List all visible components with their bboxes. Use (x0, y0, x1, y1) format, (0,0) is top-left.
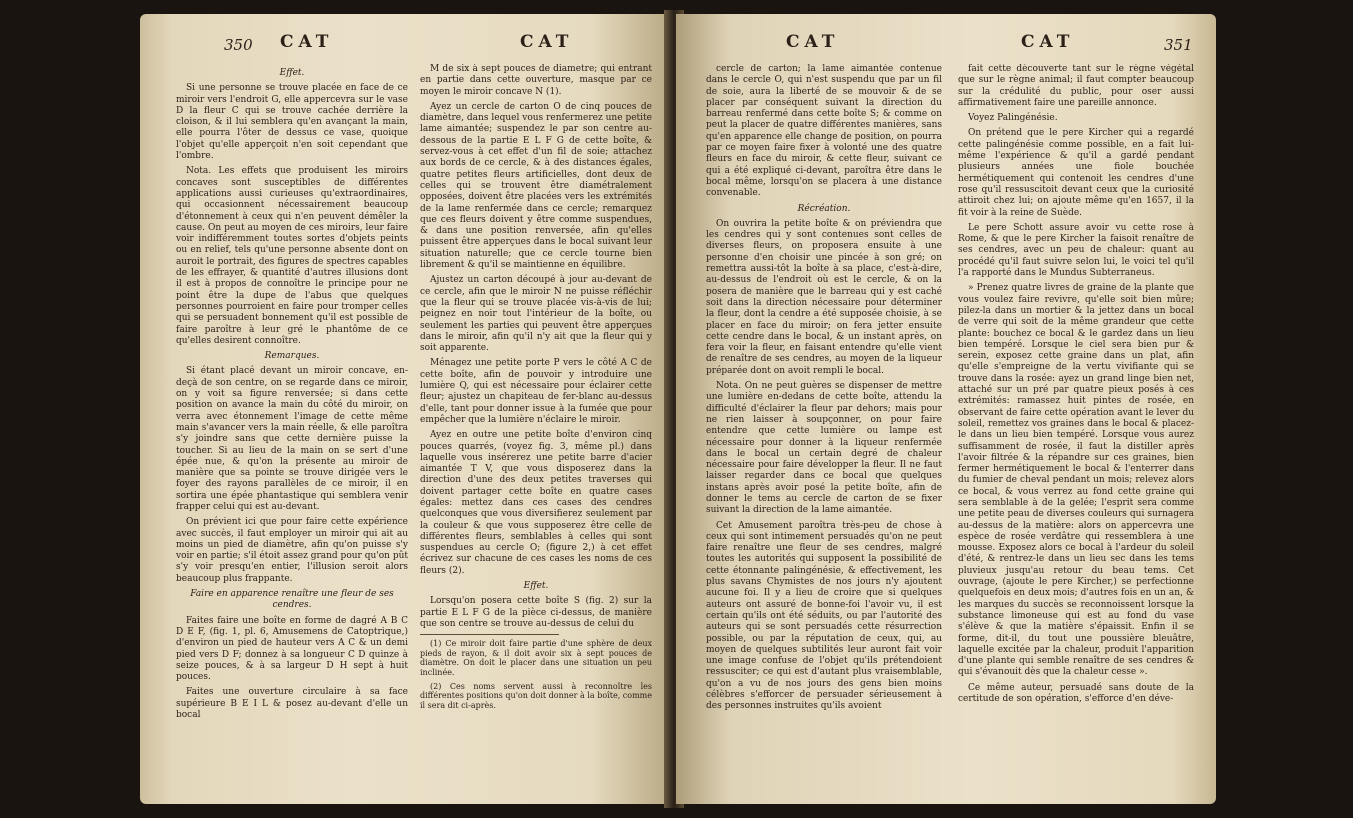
right-column-1 (706, 64, 942, 789)
paragraph: On prévient ici que pour faire cette expérience avec succès, il faut employer un miroir qui ait au moins un pied de diamètre, afin qu'on puisse s'y voir en partie; s'il étoit assez grand pour qu'on pût s'y voir presqu'en entier, l'illusion seroit alors beaucoup plus frappante. (176, 517, 408, 584)
section-heading: Récréation. (797, 203, 851, 214)
section-heading: Faire en apparence renaître une fleur de ses cendres. (190, 589, 394, 611)
paragraph: Cet Amusement paroîtra très-peu de chose à ceux qui sont intimement persuadés qu'on ne peut faire renaître une fleur de ses cendres, malgré toutes les autorités qui supposent la possibilité de cette étonnante palingénésie, & effectivement, les plus savans Chymistes de nos jours n'y ajoutent aucune foi. Il y a lieu de croire que si quelques auteurs ont assuré de bonne-foi l'avoir vu, il est certain qu'ils ont été séduits, ou par l'autorité des auteurs qui se sont persuadés cette résurrection possible, ou par la réputation de ceux, qui, au moyen de quelques subtilités leur auront fait voir une image confuse de l'objet qu'ils prétendoient ressusciter; ce qui est d'autant plus vraisemblable, qu'on a vu de nos jours des gens bien moins célèbres s'efforcer de persuader sérieusement à des personnes instruites qu'ils avoient (706, 520, 942, 712)
paragraph: Lorsqu'on posera cette boîte S (fig. 2) sur la partie E L F G de la pièce ci-dessus, de manière que son centre se trouve au-dessus de celui du (420, 596, 652, 629)
paragraph: Nota. On ne peut guères se dispenser de mettre une lumière en-dedans de cette boîte, attendu la difficulté d'éclairer la fleur par dehors; mais pour ne rien laisser à soupçonner, on pour faire entendre que cette lumière ou lampe est nécessaire pour donner à la liqueur renfermée dans le bocal un certain degré de chaleur nécessaire pour faire développer la fleur. Il ne faut laisser regarder dans ce bocal que quelques instans après avoir posé la petite boîte, afin de donner le tems au cercle de carton de se fixer suivant la direction de la lame aimantée. (706, 381, 942, 516)
paragraph: Ayez en outre une petite boîte d'environ cinq pouces quarrés, (voyez fig. 3, même pl.) dans laquelle vous insérerez une petite barre d'acier aimantée T V, que vous disposerez dans la direction d'une des deux petites traverses qui doivent partager cette boîte en quatre cases égales: mettez dans ces cases des cendres quelconques que vous diversifierez seulement par la couleur & que vous supposerez être celle de différentes fleurs, semblables à celles qui sont suspendues au cercle O; (figure 2,) à cet effet écrivez sur chacune de ces cases les noms de ces fleurs (2). (420, 430, 652, 576)
running-head-left: CAT (786, 32, 840, 52)
left-page (140, 14, 670, 804)
paragraph: Si une personne se trouve placée en face de ce miroir vers l'endroit G, elle appercevra sur le vase D la fleur C qui se trouve cachée derrière la cloison, & il lui semblera qu'en avançant la main, elle pourra l'ôter de dessus ce vase, quoique l'objet qu'elle apperçoit n'en soit cependant que l'ombre. (176, 83, 408, 162)
paragraph: Nota. Les effets que produisent les miroirs concaves sont susceptibles de différentes applications aussi curieuses qu'extraordinaires, qui occasionnent nécessairement beaucoup d'étonnement à ceux qui n'en peuvent démêler la cause. On peut au moyen de ces miroirs, leur faire voir indifféremment toutes sortes d'objets peints ou en relief, tels qu'une personne absente dont on auroit le portrait, des figures de spectres capables de les effrayer, & quantité d'autres illusions dont il est à propos de connoître le principe pour ne point être la dupe de l'abus que quelques personnes pourroient en faire pour tromper celles qui se persuadent bonnement qu'il est possible de faire paroître à leur gré le phantôme de ce qu'elles desirent connoître. (176, 166, 408, 346)
paragraph: On ouvrira la petite boîte & on préviendra que les cendres qui y sont contenues sont celles de diverses fleurs, on proposera ensuite à une personne d'en choisir une pincée à son gré; on remettra aussi-tôt la boîte à sa place, c'est-à-dire, au-dessus de l'endroit où est le cercle, & on la posera de manière que le barreau qui y est caché soit dans la direction nécessaire pour déterminer la fleur, dont la cendre a été supposée choisie, à se placer en face du miroir; on fera jetter ensuite cette cendre dans le bocal, & un instant après, on fera voir la fleur, en faisant entendre qu'elle vient de renaître de ses cendres, au moyen de la liqueur préparée dont on avoit rempli le bocal. (706, 218, 942, 376)
paragraph: Le pere Schott assure avoir vu cette rose à Rome, & que le pere Kircher la faisoit renaître de ses cendres, avec un peu de chaleur: quant au procédé qu'il faut suivre selon lui, le voici tel qu'il l'a rapporté dans le Mundus Subterraneus. (958, 222, 1194, 279)
paragraph: Ajustez un carton découpé à jour au-devant de ce cercle, afin que le miroir N ne puisse réfléchir que la fleur qui se trouve placée vis-à-vis de lui; peignez en noir tout l'intérieur de la boîte, ou seulement les parties qui peuvent être apperçues dans le miroir, afin qu'il n'y ait que la fleur qui y soit apparente. (420, 275, 652, 354)
right-column-2 (958, 64, 1194, 789)
running-head-right: CAT (520, 32, 574, 52)
page-number: 351 (1164, 36, 1193, 54)
paragraph: Ce même auteur, persuadé sans doute de la certitude de son opération, s'efforce d'en déve- (958, 682, 1194, 705)
running-head-left: CAT (280, 32, 334, 52)
paragraph: fait cette découverte tant sur le règne végétal que sur le règne animal; il faut compter beaucoup sur la crédulité du public, pour oser aussi affirmativement faire une pareille annonce. (958, 64, 1194, 108)
footnote: (2) Ces noms servent aussi à reconnoître les différentes positions qu'on doit donner à la boîte, comme il sera dit ci-après. (420, 681, 652, 710)
paragraph: Ménagez une petite porte P vers le côté A C de cette boîte, afin de pouvoir y introduire une lumière Q, qui est nécessaire pour éclairer cette fleur; ajustez un chapiteau de fer-blanc au-dessus d'elle, tant pour donner issue à la fumée que pour empêcher que la lumière n'éclaire le miroir. (420, 358, 652, 425)
paragraph: On prétend que le pere Kircher qui a regardé cette palingénésie comme possible, en a fait lui-même l'expérience & qu'il a gardé pendant plusieurs années une fiole bouchée hermétiquement qui contenoit les cendres d'une rose qu'il ressuscitoit devant ceux que la curiosité attiroit chez lui; on ajoute même qu'en 1657, il la fit voir à la reine de Suède. (958, 128, 1194, 218)
left-column-1 (176, 64, 408, 789)
paragraph: cercle de carton; la lame aimantée contenue dans le cercle O, qui n'est suspendu que par un fil de soie, aura la liberté de se mouvoir & de se placer par conséquent suivant la direction du barreau renfermé dans cette boîte S; & comme on peut la placer de quatre différentes manières, sans qu'en apparence elle change de position, on pourra par ce moyen faire fixer à volonté une des quatre fleurs en face du miroir, & cette fleur, suivant ce qui a été expliqué ci-devant, paroîtra être dans le bocal même, lorsqu'on se placera à une distance convenable. (706, 64, 942, 199)
page-number: 350 (224, 36, 253, 54)
paragraph: » Prenez quatre livres de graine de la plante que vous voulez faire revivre, qu'elle soit bien mûre; pilez-la dans un mortier & la jettez dans un bocal de verre qui soit de la même grandeur que cette plante: bouchez ce bocal & le gardez dans un lieu bien tempéré. Lorsque le ciel sera bien pur & serein, exposez cette graine dans un plat, afin qu'elle s'empreigne de la vertu vivifiante qui se trouve dans la rosée: ayez un grand linge bien net, attaché sur un pré par quatre pieux posés à ces extrémités: ramassez huit pintes de rosée, en observant de faire cette opération avant le lever du soleil, remettez vos graines dans le bocal & placez-le dans un lieu bien tempéré. Lorsque vous aurez suffisamment de rosée, il faut la distiller après l'avoir filtrée & la répandre sur ces graines, bien fermer hermétiquement le bocal & l'enterrer dans du fumier de cheval pendant un mois; relevez alors ce bocal, & vous verrez au fond cette graine qui sera semblable à de la gelée; l'esprit sera comme une petite peau de diverses couleurs qui surnagera au-dessus de la matière: alors on appercevra une espèce de rosée verdâtre qui ressemblera à une mousse. Exposez alors ce bocal à l'ardeur du soleil d'été, & rentrez-le dans un lieu sec dans les tems pluvieux jusqu'au retour du beau tems. Cet ouvrage, (ajoute le pere Kircher,) se perfectionne quelquefois en deux mois; d'autres fois en un an, & les marques du succès se reconnoissent lorsque la substance limoneuse qui est au fond du vase s'élève & que la matière s'épaissit. Enfin il se forme, dit-il, du tout une poussière bleuâtre, laquelle excitée par la chaleur, produit l'apparition d'une plante qui semble renaître de ses cendres & qui s'évanouit dès que la chaleur cesse ». (958, 283, 1194, 678)
running-head-right: CAT (1021, 32, 1075, 52)
footnote: (1) Ce miroir doit faire partie d'une sphère de deux pieds de rayon, & il doit avoir six à sept pouces de diamètre. On doit le placer dans une situation un peu inclinée. (420, 639, 652, 678)
paragraph: Faites une ouverture circulaire à sa face supérieure B E I L & posez au-devant d'elle un bocal (176, 687, 408, 721)
paragraph: Ayez un cercle de carton O de cinq pouces de diamètre, dans lequel vous renfermerez une petite lame aimantée; suspendez le par son centre au-dessous de la partie E L F G de cette boîte, & servez-vous à cet effet d'un fil de soie; attachez aux bords de ce cercle, & à des distances égales, quatre petites fleurs artificielles, dont deux de celles qui se trouvent être diamétralement opposées, doivent être placées vers les extrémités de la lame renfermée dans ce cercle; remarquez que ces fleurs doivent y être comme suspendues, & dans une position renversée, afin qu'elles puissent être apperçues dans le bocal suivant leur situation naturelle; que ce cercle tourne bien librement & qu'il se maintienne en équilibre. (420, 101, 652, 271)
section-heading: Remarques. (264, 351, 320, 362)
right-page (676, 14, 1216, 804)
paragraph: Faites faire une boîte en forme de dagré A B C D E F, (fig. 1, pl. 6, Amusemens de Catoptrique,) d'environ un pied de hauteur vers A C & un demi pied vers D F; donnez à sa longueur C D quinze à seize pouces, & à sa largeur D H sept à huit pouces. (176, 615, 408, 683)
paragraph: Voyez Palingénésie. (968, 113, 1058, 124)
paragraph: Si étant placé devant un miroir concave, en-deçà de son centre, on se regarde dans ce miroir, on y voit sa figure renversée; si dans cette position on avance la main du côté du miroir, on verra avec étonnement l'image de cette même main s'avancer vers la main réelle, & elle paroîtra s'y joindre sans que cette dernière puisse la toucher. Si au lieu de la main on se sert d'une épée nue, & qu'on la présente au miroir de manière que sa pointe se trouve dirigée vers le foyer des rayons parallèles de ce miroir, il en sortira une épée phantastique qui semblera venir frapper celui qui est au-devant. (176, 366, 408, 512)
section-heading: Effet. (279, 68, 305, 78)
section-heading: Effet. (523, 581, 549, 592)
paragraph: M de six à sept pouces de diametre; qui entrant en partie dans cette ouverture, masque par ce moyen le miroir concave N (1). (420, 64, 652, 97)
footnote-rule (420, 634, 559, 635)
left-column-2 (420, 64, 652, 789)
